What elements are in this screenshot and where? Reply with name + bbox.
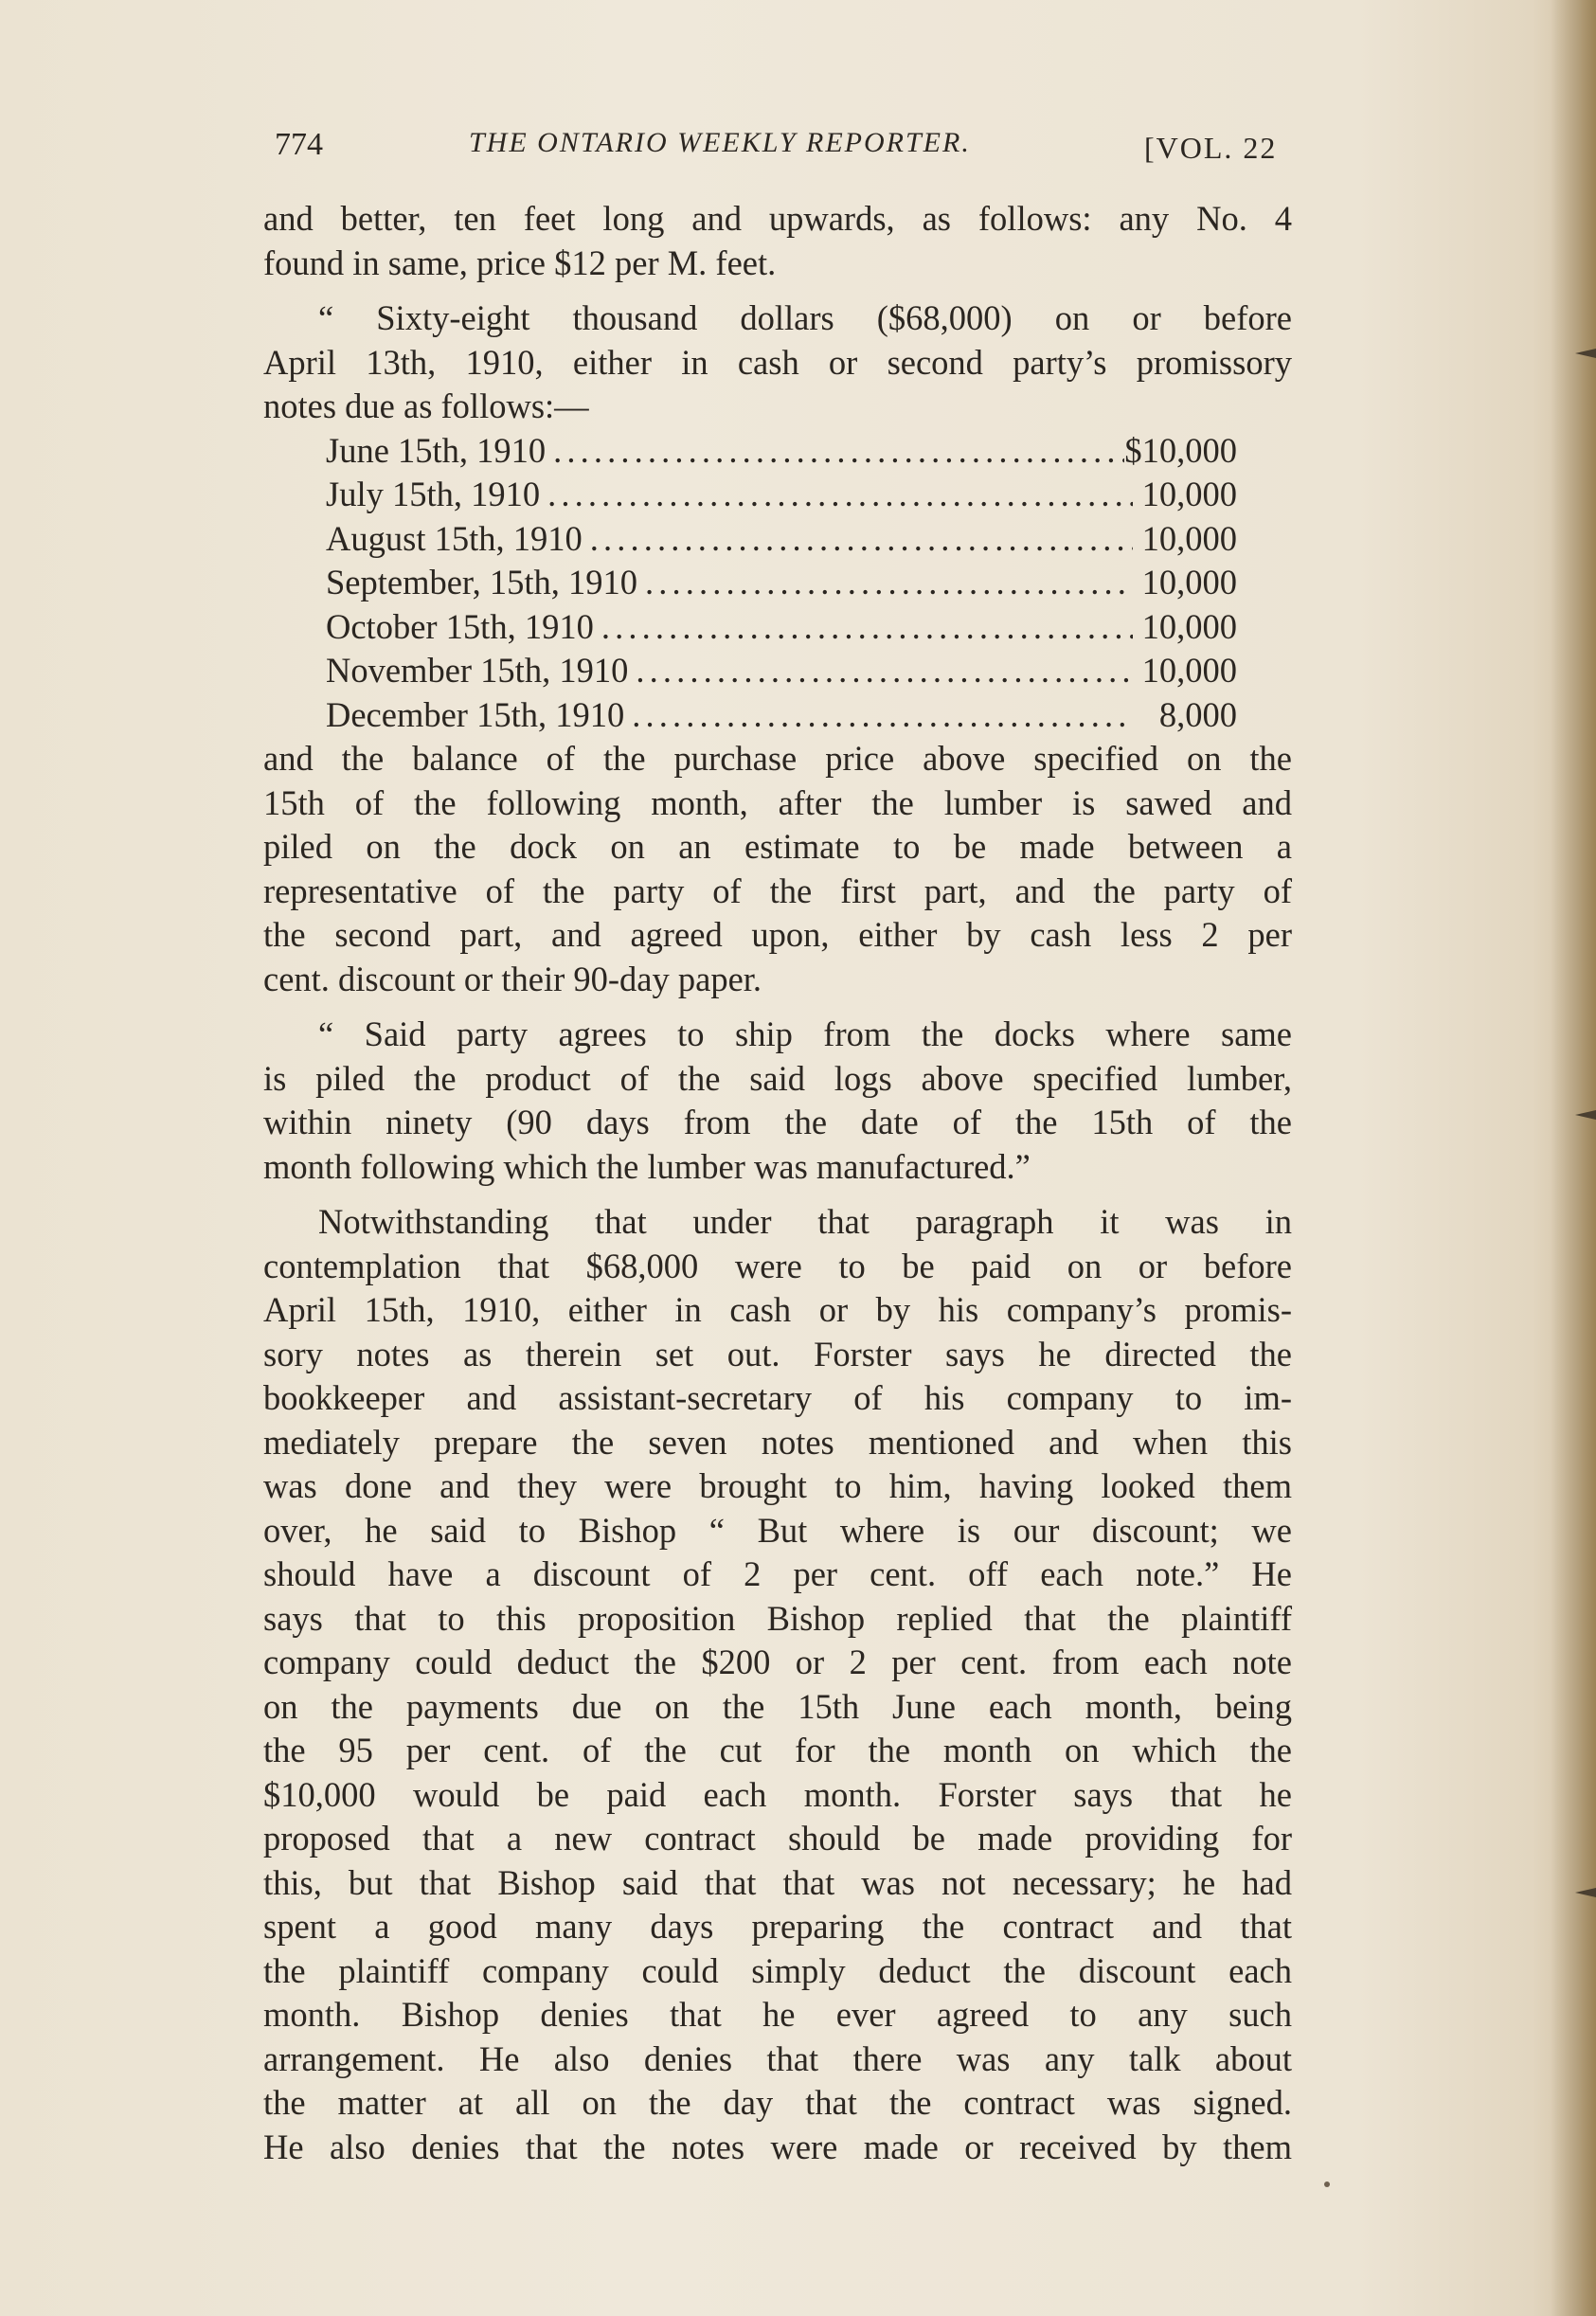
running-title: THE ONTARIO WEEKLY REPORTER. (469, 127, 971, 158)
text-line: month following which the lumber was manufactured.” (263, 1146, 1031, 1186)
schedule-row (326, 693, 1237, 738)
schedule-row (326, 517, 1237, 562)
text-line: arrangement. He also denies that there was any talk about (263, 2038, 1292, 2078)
schedule-amount: 10,000 (1141, 606, 1237, 646)
schedule-amount: 10,000 (1141, 651, 1237, 690)
text-line: should have a discount of 2 per cent. off each note.” He (263, 1554, 1292, 1593)
text-line: the 95 per cent. of the cut for the month on which the (263, 1731, 1292, 1769)
paragraph-shipping-quote (263, 1013, 1292, 1189)
volume-marker: [VOL. 22 (1144, 131, 1278, 165)
text-line: contemplation that $68,000 were to be paid on or before (263, 1246, 1292, 1285)
binding-mark (1575, 349, 1596, 358)
text-line: month. Bishop denies that he ever agreed to any such (263, 1995, 1292, 2034)
text-line: 15th of the following month, after the lumber is sawed and (263, 782, 1292, 822)
leader-dots (540, 473, 1133, 517)
text-line: proposed that a new contract should be made providing for (263, 1819, 1292, 1858)
text-line: mediately prepare the seven notes mentioned and when this (263, 1422, 1292, 1462)
schedule-date: December 15th, 1910 (326, 694, 625, 734)
leader-dots (583, 517, 1133, 562)
paragraph-payment-quote (263, 296, 1292, 429)
schedule-amount: 10,000 (1141, 563, 1237, 601)
text-line: the second part, and agreed upon, either by cash less 2 per (263, 915, 1292, 954)
text-line: April 13th, 1910, either in cash or second party’s promissory (263, 342, 1292, 382)
text-line: He also denies that the notes were made or received by them (263, 2127, 1292, 2166)
text-line: and the balance of the purchase price above specified on the (263, 739, 1292, 778)
schedule-date: November 15th, 1910 (326, 651, 629, 690)
leader-dots (624, 693, 1133, 738)
page-header (275, 121, 1298, 169)
paper-speck (1324, 2181, 1330, 2187)
text-line: cent. discount or their 90-day paper. (263, 959, 762, 998)
schedule-amount: 10,000 (1141, 475, 1237, 513)
text-line: Notwithstanding that under that paragraph it was in (318, 1202, 1292, 1241)
schedule-date: July 15th, 1910 (326, 475, 541, 513)
payment-schedule (326, 429, 1237, 738)
schedule-amount: 8,000 (1158, 694, 1237, 734)
paragraph-discussion (263, 1200, 1292, 2169)
schedule-row (326, 649, 1237, 693)
binding-mark (1575, 1110, 1596, 1120)
text-line: found in same, price $12 per M. feet. (263, 242, 777, 282)
schedule-date: October 15th, 1910 (326, 606, 594, 646)
leader-dots (637, 561, 1133, 605)
text-line: piled on the dock on an estimate to be made between a (263, 827, 1292, 866)
text-line: “ Said party agrees to ship from the docks where same (318, 1014, 1292, 1053)
schedule-date: June 15th, 1910 (326, 430, 547, 470)
schedule-date: September, 15th, 1910 (326, 563, 638, 601)
schedule-row (326, 605, 1237, 650)
text-line: says that to this proposition Bishop replied that the plaintiff (263, 1598, 1292, 1638)
text-line: spent a good many days preparing the contract and that (263, 1907, 1292, 1946)
text-line: April 15th, 1910, either in cash or by his company’s promis- (263, 1290, 1292, 1329)
leader-dots (594, 605, 1133, 650)
text-line: within ninety (90 days from the date of the 15th of the (263, 1103, 1292, 1141)
text-line: this, but that Bishop said that that was not necessary; he had (263, 1862, 1292, 1902)
schedule-row (326, 473, 1237, 517)
text-line: is piled the product of the said logs above specified lumber, (263, 1058, 1292, 1098)
page-edge-shadow (1551, 0, 1596, 2316)
schedule-amount: 10,000 (1141, 518, 1237, 558)
paragraph-contract-terms (263, 197, 1292, 285)
text-line: the matter at all on the day that the contract was signed. (263, 2083, 1292, 2122)
leader-dots (546, 429, 1124, 474)
schedule-amount: $10,000 (1124, 430, 1237, 470)
text-line: was done and they were brought to him, having looked them (263, 1466, 1292, 1505)
schedule-row (326, 561, 1237, 605)
text-line: notes due as follows:— (263, 386, 589, 425)
leader-dots (628, 649, 1133, 693)
text-line: $10,000 would be paid each month. Forster says that he (263, 1774, 1292, 1814)
body-text (263, 197, 1292, 2169)
text-line: “ Sixty-eight thousand dollars ($68,000) on or before (318, 298, 1292, 337)
text-line: the plaintiff company could simply deduct the discount each (263, 1950, 1292, 1990)
schedule-row (326, 429, 1237, 474)
text-line: representative of the party of the first part, and the party of (263, 871, 1292, 910)
paragraph-balance (263, 737, 1292, 1001)
text-line: on the payments due on the 15th June each month, being (263, 1686, 1292, 1726)
schedule-date: August 15th, 1910 (326, 518, 583, 558)
binding-mark (1575, 1888, 1596, 1897)
text-line: over, he said to Bishop “ But where is our discount; we (263, 1510, 1292, 1550)
text-line: and better, ten feet long and upwards, as follows: any No. 4 (263, 199, 1292, 238)
text-line: sory notes as therein set out. Forster says he directed the (263, 1334, 1292, 1373)
text-line: company could deduct the $200 or 2 per cent. from each note (263, 1643, 1292, 1681)
page-number: 774 (275, 127, 323, 162)
text-line: bookkeeper and assistant-secretary of his company to im- (263, 1378, 1292, 1417)
